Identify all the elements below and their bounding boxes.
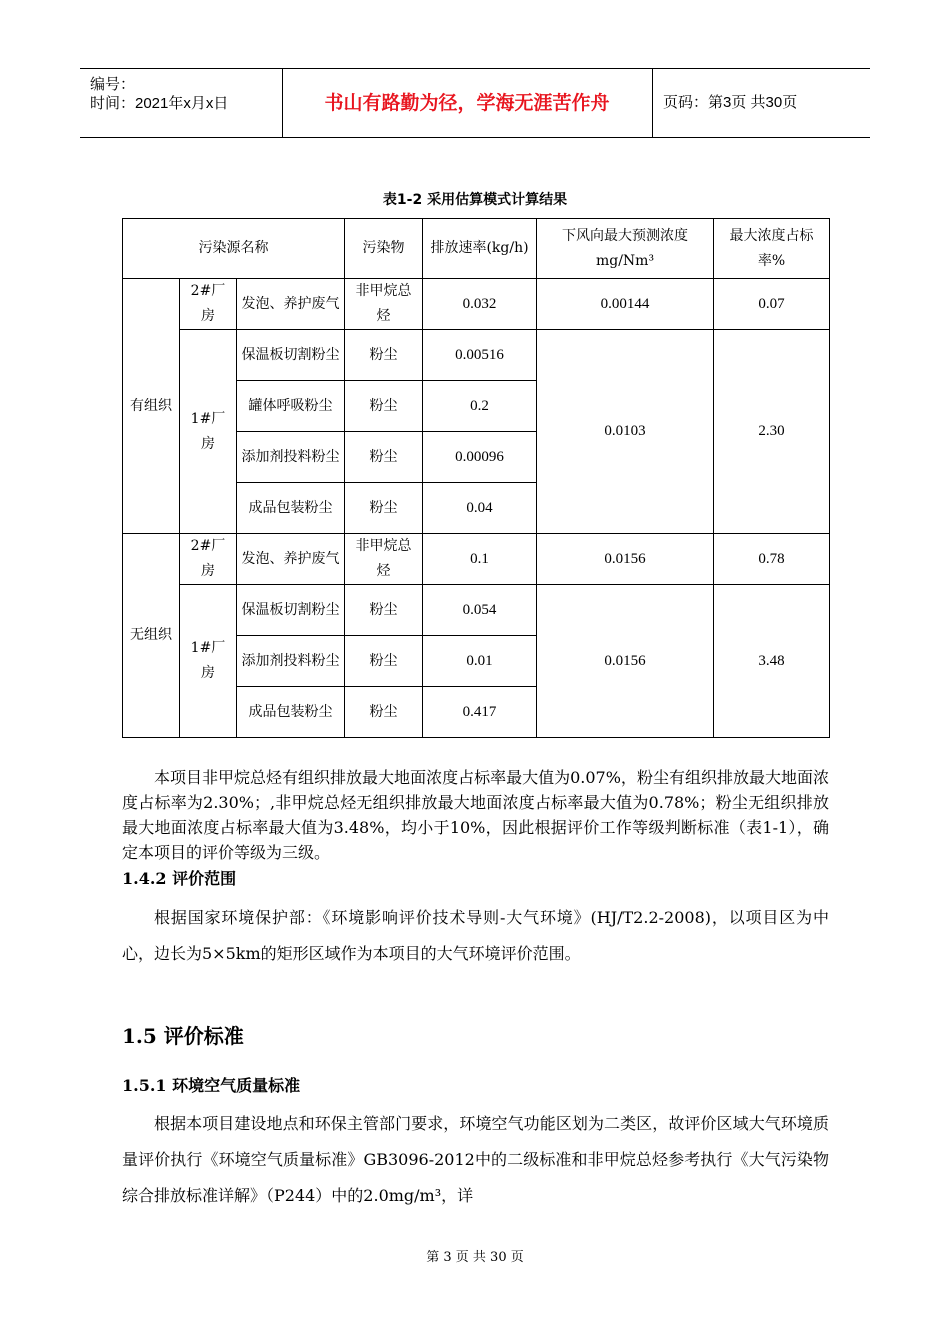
- pollutant-cell: 粉尘: [345, 330, 423, 381]
- conc-cell: 0.0103: [537, 330, 714, 534]
- source-cell: 发泡、养护废气: [237, 534, 345, 585]
- pollutant-cell: 粉尘: [345, 687, 423, 738]
- pollutant-cell: 粉尘: [345, 636, 423, 687]
- ratio-cell: 3.48: [714, 585, 830, 738]
- table-caption: 表1-2 采用估算模式计算结果: [382, 192, 568, 208]
- ratio-cell: 0.07: [714, 279, 830, 330]
- plant-cell: 1#厂房: [180, 330, 237, 534]
- pollutant-cell: 粉尘: [345, 585, 423, 636]
- table-row: [123, 279, 830, 330]
- results-table: [122, 218, 830, 738]
- group-unorganized: 无组织: [123, 534, 180, 738]
- paragraph-text: 根据本项目建设地点和环保主管部门要求，环境空气功能区划为二类区，故评价区域大气环境质量评价执行《环境空气质量标准》GB3096-2012中的二级标准和非甲烷总烃参考执行《大气污染物综合排放标准详解》（P244）中的2.0mg/m³，详: [122, 1114, 829, 1205]
- table-header-row: [123, 219, 830, 279]
- time-label: 时间：2021年x月x日: [90, 95, 229, 112]
- pollutant-cell: 非甲烷总烃: [345, 534, 423, 585]
- pollutant-cell: 粉尘: [345, 381, 423, 432]
- page-footer: 第 3 页 共 30 页: [426, 1250, 524, 1265]
- source-cell: 成品包装粉尘: [237, 483, 345, 534]
- paragraph-standards: [122, 1106, 829, 1214]
- conc-cell: 0.00144: [537, 279, 714, 330]
- ratio-cell: 0.78: [714, 534, 830, 585]
- source-cell: 罐体呼吸粉尘: [237, 381, 345, 432]
- rate-cell: 0.054: [423, 585, 537, 636]
- paragraph-text: 根据国家环境保护部：《环境影响评价技术导则-大气环境》(HJ/T2.2-2008)，以项目区为中心，边长为5×5km的矩形区域作为本项目的大气环境评价范围。: [122, 908, 829, 963]
- table-row: [123, 330, 830, 381]
- rate-cell: 0.00096: [423, 432, 537, 483]
- page-header: [80, 68, 870, 138]
- plant-cell: 1#厂房: [180, 585, 237, 738]
- paragraph-conclusion: [122, 765, 829, 865]
- section-heading-1-5-1: 1.5.1 环境空气质量标准: [122, 1076, 301, 1095]
- conc-cell: 0.0156: [537, 585, 714, 738]
- section-heading-1-5: 1.5 评价标准: [122, 1024, 244, 1048]
- header-info: [80, 69, 283, 137]
- source-cell: 保温板切割粉尘: [237, 585, 345, 636]
- source-cell: 添加剂投料粉尘: [237, 636, 345, 687]
- table-row: [123, 534, 830, 585]
- rate-cell: 0.2: [423, 381, 537, 432]
- pollutant-cell: 非甲烷总烃: [345, 279, 423, 330]
- source-cell: 发泡、养护废气: [237, 279, 345, 330]
- paragraph-scope: [122, 900, 829, 972]
- plant-cell: 2#厂房: [180, 534, 237, 585]
- header-pollutant: 污染物: [345, 219, 423, 279]
- pollutant-cell: 粉尘: [345, 483, 423, 534]
- header-source: 污染源名称: [123, 219, 345, 279]
- number-label: 编号：: [90, 76, 136, 93]
- plant-cell: 2#厂房: [180, 279, 237, 330]
- rate-cell: 0.04: [423, 483, 537, 534]
- paragraph-text: 本项目非甲烷总烃有组织排放最大地面浓度占标率最大值为0.07%，粉尘有组织排放最大地面浓度占标率为2.30%；,非甲烷总烃无组织排放最大地面浓度占标率最大值为0.78%；粉尘无组织排放最大地面浓度占标率最大值为3.48%，均小于10%，因此根据评价工作等级判断标准（表1-1），确定本项目的评价等级为三级。: [122, 768, 829, 862]
- rate-cell: 0.1: [423, 534, 537, 585]
- rate-cell: 0.01: [423, 636, 537, 687]
- section-heading-1-4-2: 1.4.2 评价范围: [122, 869, 237, 888]
- conc-cell: 0.0156: [537, 534, 714, 585]
- header-ratio: 最大浓度占标率%: [714, 219, 830, 279]
- header-rate: 排放速率(kg/h): [423, 219, 537, 279]
- header-conc: 下风向最大预测浓度mg/Nm³: [537, 219, 714, 279]
- rate-cell: 0.417: [423, 687, 537, 738]
- source-cell: 成品包装粉尘: [237, 687, 345, 738]
- rate-cell: 0.00516: [423, 330, 537, 381]
- pollutant-cell: 粉尘: [345, 432, 423, 483]
- source-cell: 保温板切割粉尘: [237, 330, 345, 381]
- header-page-label: 页码：第3页 共30页: [663, 94, 798, 111]
- source-cell: 添加剂投料粉尘: [237, 432, 345, 483]
- table-row: [123, 585, 830, 636]
- header-motto: 书山有路勤为径，学海无涯苦作舟: [282, 69, 653, 137]
- ratio-cell: 2.30: [714, 330, 830, 534]
- group-organized: 有组织: [123, 279, 180, 534]
- rate-cell: 0.032: [423, 279, 537, 330]
